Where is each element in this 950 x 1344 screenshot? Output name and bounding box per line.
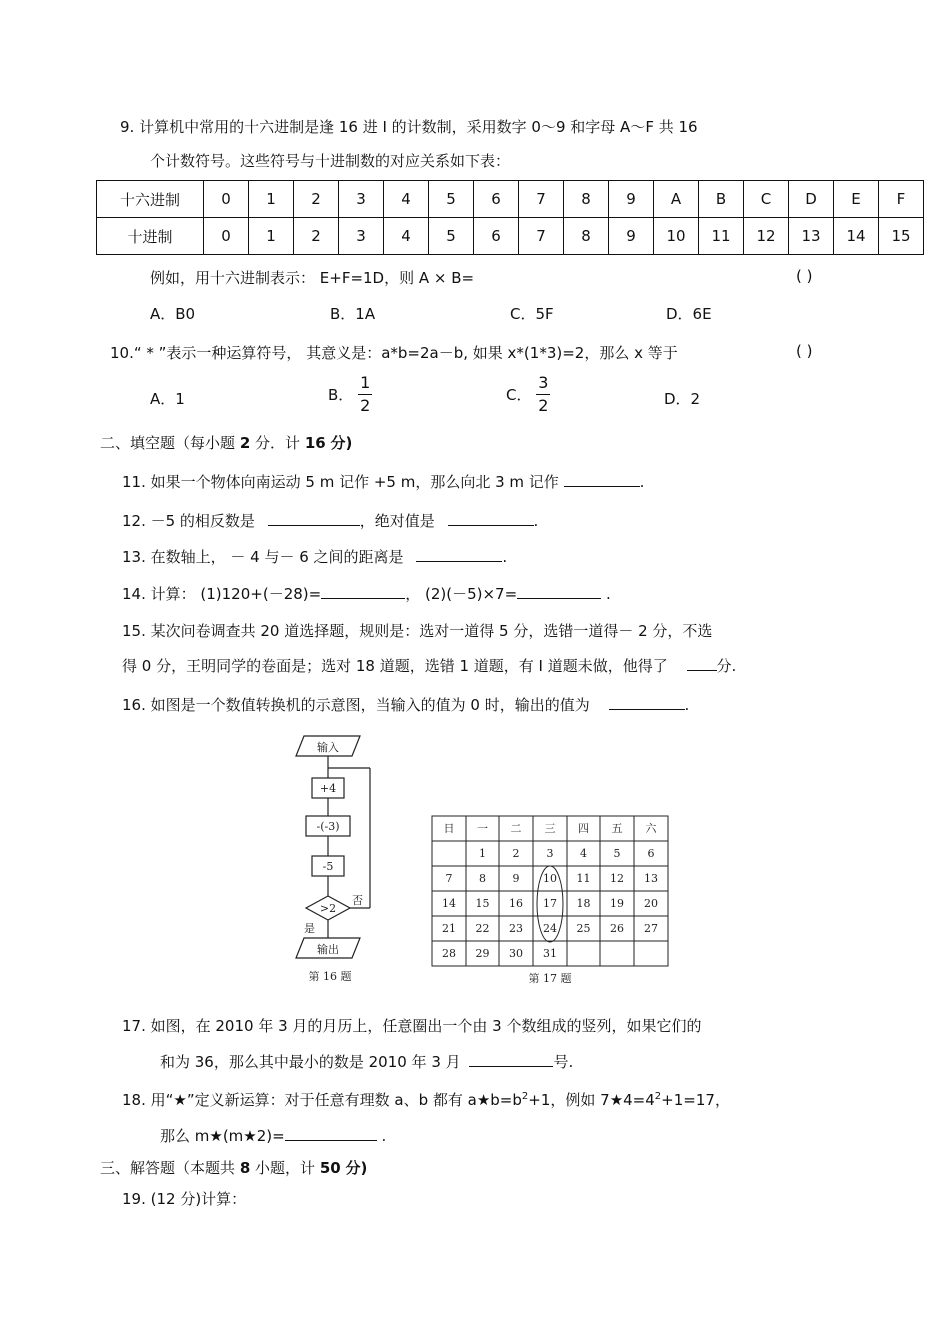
calendar-day-cell: 4 (580, 847, 587, 860)
flow-output-label: 输出 (317, 943, 339, 956)
section3-b1: 本题共 (190, 1159, 236, 1177)
fraction-denominator: 2 (360, 396, 371, 415)
dec-cell: 9 (609, 218, 654, 255)
calendar-day-cell: 1 (479, 847, 486, 860)
q11: 11. 如果一个物体向南运动 5 m 记作 +5 m，那么向北 3 m 记作 . (122, 473, 645, 491)
calendar-day-cell: 27 (644, 922, 658, 935)
calendar-day-cell: 2 (512, 847, 520, 860)
q9-line1: 9. 计算机中常用的十六进制是逢 16 进 I 的计数制，采用数字 0～9 和字母 A～F 共 16 (120, 118, 698, 136)
calendar-day-cell: 23 (509, 922, 523, 935)
dec-cell: 5 (429, 218, 474, 255)
calendar-day-cell: 22 (475, 922, 490, 935)
q18-line2 (160, 1125, 386, 1146)
q17-line2-text: 和为 36，那么其中最小的数是 2010 年 3 月 (160, 1053, 461, 1071)
calendar-day-cell: 7 (445, 872, 453, 885)
calendar-caption: 第 17 题 (528, 972, 572, 985)
q18-end: . (381, 1127, 387, 1145)
answer-blank (687, 656, 717, 671)
q16: 16. 如图是一个数值转换机的示意图，当输入的值为 0 时，输出的值为 . (122, 696, 690, 714)
calendar-day-cell: 3 (546, 847, 554, 860)
calendar-header-cell: 五 (611, 822, 623, 835)
q18-line1b: +1，例如 7★4=4 (528, 1091, 655, 1109)
calendar-day-cell: 31 (543, 947, 557, 960)
calendar-day-cell: 28 (442, 947, 456, 960)
calendar-grid (432, 816, 668, 966)
q15-line1: 15. 某次问卷调查共 20 道选择题，规则是：选对一道得 5 分，选错一道得－ 2 分，不选 (122, 622, 713, 640)
calendar-day-cell: 6 (647, 847, 655, 860)
hex-cell: 1 (249, 181, 294, 218)
calendar-header-cell: 六 (645, 822, 657, 835)
q14-text-c: . (605, 585, 611, 603)
q12-text-a: 12. －5 的相反数是 (122, 512, 255, 530)
calendar-day-cell: 20 (644, 897, 658, 910)
q9-example: 例如，用十六进制表示： E+F=1D，则 A × B= (150, 269, 475, 287)
hex-cell: 6 (474, 181, 519, 218)
fraction-one-half (358, 372, 372, 417)
answer-blank (416, 547, 502, 562)
section3-pre: 三、解答题（ (100, 1159, 191, 1177)
calendar-day-cell: 11 (576, 872, 591, 885)
hex-cell: E (834, 181, 879, 218)
dec-cell: 8 (564, 218, 609, 255)
figures-flowchart-and-calendar (290, 728, 710, 994)
q14-text-a: 14. 计算： (1)120+(－28)= (122, 585, 322, 603)
q9-line2: 个计数符号。这些符号与十进制数的对应关系如下表： (150, 152, 511, 170)
hex-cell: 4 (384, 181, 429, 218)
calendar-day-cell: 15 (475, 897, 490, 910)
calendar-header-cell: 三 (544, 822, 556, 835)
dec-cell: 10 (654, 218, 699, 255)
hex-cell: 0 (204, 181, 249, 218)
answer-blank (564, 472, 640, 487)
flow-yes-label: 是 (304, 922, 315, 935)
hex-cell: 7 (519, 181, 564, 218)
flow-step2-label: -(-3) (316, 820, 340, 833)
calendar-header-cell: 二 (510, 822, 522, 835)
fraction-numerator: 1 (358, 372, 372, 395)
q18-sup-1: 2 (521, 1091, 529, 1102)
dec-cell: 0 (204, 218, 249, 255)
section2-b1: 每小题 (190, 434, 236, 452)
q15-line2 (122, 655, 736, 676)
hex-cell: B (699, 181, 744, 218)
dec-cell: 3 (339, 218, 384, 255)
table-row-hex (97, 181, 924, 218)
answer-blank (517, 584, 601, 599)
section3-b2: 8 (239, 1159, 251, 1177)
dec-cell: 11 (699, 218, 744, 255)
calendar-day-cell: 24 (543, 922, 557, 935)
calendar-header-cell: 四 (578, 822, 589, 835)
q15-end: 分. (716, 657, 737, 675)
section2-b2: 2 (239, 434, 251, 452)
hex-cell: D (789, 181, 834, 218)
q18-line1 (122, 1089, 730, 1110)
hex-cell: 3 (339, 181, 384, 218)
fraction-denominator: 2 (538, 396, 549, 415)
q10-stem: 10.“ * ”表示一种运算符号， 其意义是：a*b=2a－b, 如果 x*(1*3)=2，那么 x 等于 (110, 344, 678, 362)
calendar-day-cell: 21 (442, 922, 456, 935)
q10-option-d: D．2 (664, 390, 701, 408)
q17-end: 号. (553, 1053, 574, 1071)
fraction-numerator: 3 (536, 372, 550, 395)
hex-cell: 5 (429, 181, 474, 218)
flow-step3-label: -5 (322, 860, 334, 873)
calendar-day-cell: 29 (475, 947, 490, 960)
calendar-day-cell: 5 (613, 847, 621, 860)
fraction-three-halves (536, 372, 550, 417)
q14 (122, 583, 611, 604)
flow-caption: 第 16 题 (308, 970, 352, 983)
table-row-dec (97, 218, 924, 255)
hex-cell: A (654, 181, 699, 218)
section2-heading (100, 432, 352, 453)
q9-answer-paren: ( ) (796, 267, 813, 285)
q18-line1c: +1=17， (661, 1091, 730, 1109)
q16-text: 16. 如图是一个数值转换机的示意图，当输入的值为 0 时，输出的值为 (122, 696, 590, 714)
q9-option-d: D．6E (666, 305, 712, 323)
section3-end: 分) (345, 1159, 368, 1177)
section3-mid: 小题，计 (255, 1159, 316, 1177)
flow-no-label: 否 (352, 894, 363, 907)
q10-option-b-label: B． (328, 386, 354, 404)
q17-line1: 17. 如图，在 2010 年 3 月的月历上，任意圈出一个由 3 个数组成的竖列，如果它们的 (122, 1017, 702, 1035)
q18-line2-text: 那么 m★(m★2)= (160, 1127, 285, 1145)
answer-blank (285, 1126, 377, 1141)
flow-input-label: 输入 (317, 741, 339, 754)
section2-pre: 二、填空题（ (100, 434, 191, 452)
q19: 19. (12 分)计算： (122, 1190, 247, 1208)
row-label-dec: 十进制 (97, 218, 204, 255)
q11-text: 11. 如果一个物体向南运动 5 m 记作 +5 m，那么向北 3 m 记作 (122, 473, 559, 491)
calendar-day-cell: 26 (610, 922, 624, 935)
calendar-day-cell: 10 (543, 872, 557, 885)
section2-end: 分) (330, 434, 353, 452)
flow-step1-label: +4 (319, 782, 337, 795)
hex-cell: 8 (564, 181, 609, 218)
hex-cell: F (879, 181, 924, 218)
answer-blank (268, 511, 360, 526)
calendar-day-cell: 16 (509, 897, 523, 910)
dec-cell: 12 (744, 218, 789, 255)
q9-option-b: B．1A (330, 305, 376, 323)
q13: 13. 在数轴上， － 4 与－ 6 之间的距离是 . (122, 548, 508, 566)
q10-option-c-label: C． (506, 386, 532, 404)
row-label-hex: 十六进制 (97, 181, 204, 218)
hex-cell: C (744, 181, 789, 218)
hex-cell: 9 (609, 181, 654, 218)
dec-cell: 2 (294, 218, 339, 255)
answer-blank (469, 1052, 553, 1067)
flow-condition-label: >2 (319, 902, 337, 915)
hex-cell: 2 (294, 181, 339, 218)
q10-option-c (506, 372, 550, 417)
section3-b3: 50 (319, 1159, 341, 1177)
section2-b3: 16 (304, 434, 326, 452)
dec-cell: 4 (384, 218, 429, 255)
calendar-day-cell: 18 (576, 897, 591, 910)
calendar-header-cell: 一 (477, 822, 488, 835)
answer-blank (448, 511, 534, 526)
q12-text-b: ，绝对值是 (359, 512, 435, 530)
dec-cell: 14 (834, 218, 879, 255)
q10-answer-paren: ( ) (796, 342, 813, 360)
q10-option-a: A．1 (150, 390, 185, 408)
section2-mid: 分．计 (255, 434, 301, 452)
calendar-header-cell: 日 (443, 822, 455, 835)
q15-line2-text: 得 0 分，王明同学的卷面是；选对 18 道题，选错 1 道题，有 I 道题未做，他得了 (122, 657, 668, 675)
q9-option-a: A．B0 (150, 305, 196, 323)
answer-blank (609, 695, 685, 710)
dec-cell: 7 (519, 218, 564, 255)
dec-cell: 6 (474, 218, 519, 255)
q17-line2 (160, 1051, 573, 1072)
dec-cell: 15 (879, 218, 924, 255)
section3-heading (100, 1157, 367, 1178)
q18-sup-2: 2 (654, 1091, 662, 1102)
q18-line1a: 18. 用“★”定义新运算：对于任意有理数 a、b 都有 a★b=b (122, 1091, 522, 1109)
dec-cell: 13 (789, 218, 834, 255)
q13-text: 13. 在数轴上， － 4 与－ 6 之间的距离是 (122, 548, 404, 566)
calendar-day-cell: 14 (442, 897, 456, 910)
q14-text-b: ， (2)(－5)×7= (405, 585, 518, 603)
dec-cell: 1 (249, 218, 294, 255)
calendar-day-cell: 9 (512, 872, 520, 885)
q12: 12. －5 的相反数是 ，绝对值是 . (122, 512, 539, 530)
hex-decimal-table (96, 180, 924, 255)
q10-option-b (328, 372, 372, 417)
calendar-day-cell: 30 (509, 947, 523, 960)
calendar-day-cell: 25 (576, 922, 591, 935)
calendar-day-cell: 13 (644, 872, 658, 885)
calendar-day-cell: 17 (543, 897, 557, 910)
calendar-day-cell: 12 (610, 872, 624, 885)
calendar-day-cell: 8 (479, 872, 486, 885)
q9-option-c: C．5F (510, 305, 554, 323)
answer-blank (321, 584, 405, 599)
calendar-day-cell: 19 (610, 897, 624, 910)
